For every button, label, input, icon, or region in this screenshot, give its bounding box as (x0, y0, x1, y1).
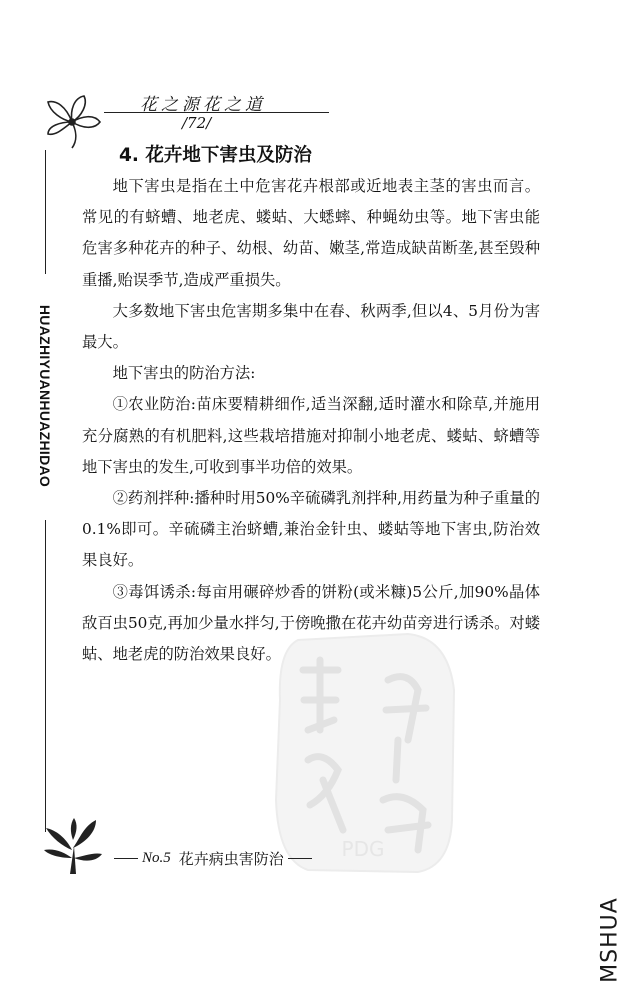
chapter-title: 花卉病虫害防治 (178, 850, 284, 868)
section-heading: 4. 花卉地下害虫及防治 (119, 145, 312, 166)
spine-rule-bottom (45, 520, 46, 832)
body-text (82, 171, 540, 670)
leaf-ornament-icon (40, 816, 104, 876)
footer (110, 848, 316, 869)
footer-dash-left (114, 858, 138, 859)
spine-rule-top (45, 150, 46, 274)
paragraph-methods-heading: 地下害虫的防治方法: (112, 364, 256, 383)
paragraph-method-agricultural: ①农业防治:苗床要精耕细作,适当深翻,适时灌水和除草,并施用充分腐熟的有机肥料,这些栽培措施对抑制小地老虎、蝼蛄、蛴螬等地下害虫的发生,可收到事半功倍的效果。 (82, 395, 540, 476)
corner-watermark: MSHUA (597, 897, 623, 983)
svg-text:PDG: PDG (341, 837, 385, 861)
paragraph-method-poison-bait: ③毒饵诱杀:每亩用碾碎炒香的饼粉(或米糠)5公斤,加90%晶体敌百虫50克,再加少量水拌匀,于傍晚撒在花卉幼苗旁进行诱杀。对蝼蛄、地老虎的防治效果良好。 (82, 582, 540, 664)
flower-ornament-icon (42, 92, 104, 150)
seal-watermark-icon (268, 620, 458, 880)
header-rule (104, 112, 329, 113)
spine-title: HUAZHIYUANHUAZHIDAO (37, 304, 53, 488)
series-number: No.5 (142, 850, 171, 866)
running-title: 花之源花之道 (140, 95, 266, 115)
paragraph-intro: 地下害虫是指在土中危害花卉根部或近地表主茎的害虫而言。常见的有蛴螬、地老虎、蝼蛄、大蟋蟀、种蝇幼虫等。地下害虫能危害多种花卉的种子、幼根、幼苗、嫩茎,常造成缺苗断垄,甚至毁种重播,贻误季节,造成严重损失。 (82, 177, 540, 289)
paragraph-season: 大多数地下害虫危害期多集中在春、秋两季,但以4、5月份为害最大。 (82, 301, 540, 352)
footer-dash-right (288, 858, 312, 859)
page-number: /72/ (182, 114, 212, 132)
paragraph-method-seed-treatment: ②药剂拌种:播种时用50%辛硫磷乳剂拌种,用药量为种子重量的0.1%即可。辛硫磷主治蛴螬,兼治金针虫、蝼蛄等地下害虫,防治效果良好。 (82, 489, 540, 570)
